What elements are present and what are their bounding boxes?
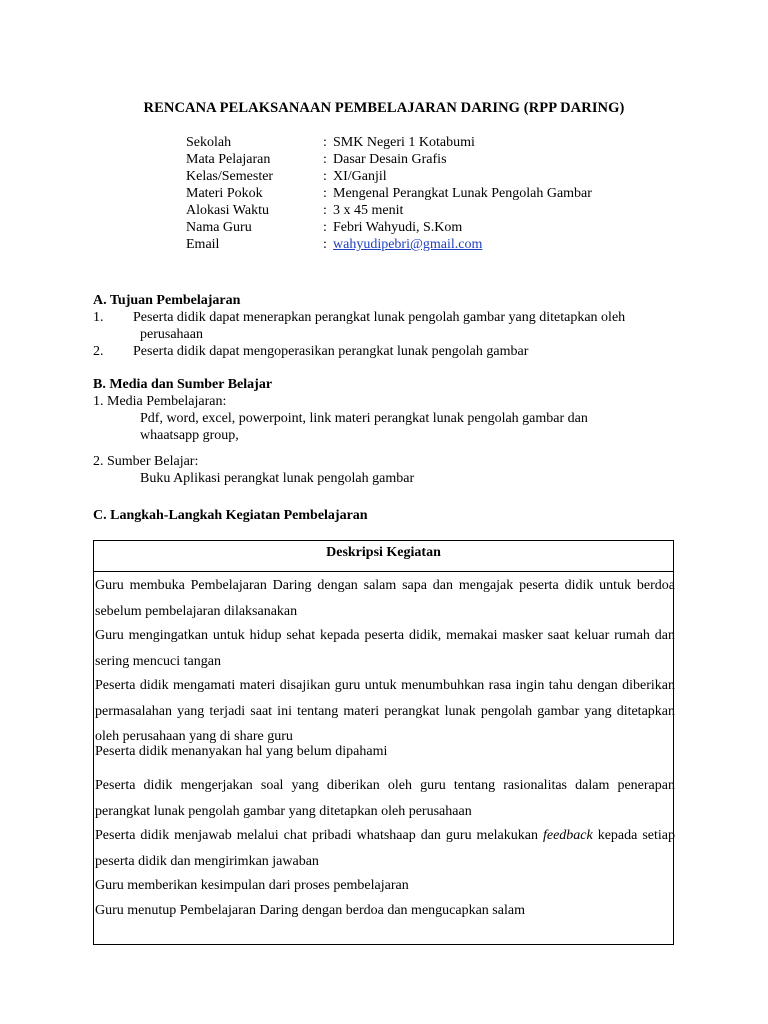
info-separator: : — [323, 135, 327, 150]
media-line2: whaatsapp group, — [140, 428, 239, 443]
row-text: Peserta didik menjawab melalui chat pribadi whatshaap dan guru melakukan — [95, 828, 543, 843]
table-row: Guru membuka Pembelajaran Daring dengan salam sapa dan mengajak peserta didik untuk berdoa sebelum pembelajaran dilaksanakan — [95, 578, 675, 619]
info-label: Alokasi Waktu — [186, 203, 269, 218]
info-value: SMK Negeri 1 Kotabumi — [333, 135, 475, 150]
table-header: Deskripsi Kegiatan — [94, 541, 673, 572]
info-label: Materi Pokok — [186, 186, 263, 201]
info-label: Email — [186, 237, 220, 252]
table-row: Guru menutup Pembelajaran Daring dengan berdoa dan mengucapkan salam — [95, 903, 525, 918]
objective-item-1-line2: perusahaan — [140, 327, 203, 342]
list-number: 1. — [93, 310, 104, 325]
info-separator: : — [323, 220, 327, 235]
section-b-heading: B. Media dan Sumber Belajar — [93, 377, 273, 392]
objective-item-2: Peserta didik dapat mengoperasikan perangkat lunak pengolah gambar — [133, 344, 529, 359]
section-c-heading: C. Langkah-Langkah Kegiatan Pembelajaran — [93, 508, 368, 523]
table-row: Peserta didik mengamati materi disajikan guru untuk menumbuhkan rasa ingin tahu dengan diberikan permasalahan yang terjadi saat ini tentang materi perangkat lunak pengolah gambar yang ditetapkan oleh perusahaan yang di share guru — [95, 678, 675, 744]
media-line1: Pdf, word, excel, powerpoint, link materi perangkat lunak pengolah gambar dan — [140, 411, 588, 426]
activity-table — [93, 540, 674, 945]
table-row: Peserta didik menanyakan hal yang belum dipahami — [95, 744, 388, 759]
info-label: Sekolah — [186, 135, 232, 150]
info-row-school — [186, 134, 592, 151]
info-value: Febri Wahyudi, S.Kom — [333, 220, 463, 235]
info-label: Mata Pelajaran — [186, 152, 271, 167]
info-value: XI/Ganjil — [333, 169, 387, 184]
email-link[interactable]: wahyudipebri@gmail.com — [333, 237, 483, 252]
info-row-subject — [186, 151, 592, 168]
list-number: 2. — [93, 344, 104, 359]
info-row-topic — [186, 185, 592, 202]
document-title: RENCANA PELAKSANAAN PEMBELAJARAN DARING (RPP DARING) — [143, 100, 625, 116]
source-line1: Buku Aplikasi perangkat lunak pengolah gambar — [140, 471, 415, 486]
row-text: kepada setiap peserta didik dan mengirimkan jawaban — [95, 828, 675, 869]
info-label: Nama Guru — [186, 220, 252, 235]
section-a-heading: A. Tujuan Pembelajaran — [93, 293, 241, 308]
table-row — [95, 823, 675, 874]
info-separator: : — [323, 186, 327, 201]
info-row-email — [186, 236, 592, 253]
info-value: 3 x 45 menit — [333, 203, 404, 218]
info-separator: : — [323, 237, 327, 252]
info-row-time — [186, 202, 592, 219]
info-value: Mengenal Perangkat Lunak Pengolah Gambar — [333, 186, 592, 201]
info-block — [186, 134, 592, 253]
objective-item-1-line1: Peserta didik dapat menerapkan perangkat lunak pengolah gambar yang ditetapkan oleh — [133, 310, 626, 325]
info-separator: : — [323, 152, 327, 167]
feedback-emphasis: feedback — [542, 828, 593, 843]
media-label: 1. Media Pembelajaran: — [93, 394, 227, 409]
table-row: Peserta didik mengerjakan soal yang diberikan oleh guru tentang rasionalitas dalam penerapan perangkat lunak pengolah gambar yang ditetapkan oleh perusahaan — [95, 778, 675, 819]
info-separator: : — [323, 203, 327, 218]
table-row: Guru mengingatkan untuk hidup sehat kepada peserta didik, memakai masker saat keluar rumah dan sering mencuci tangan — [95, 628, 675, 669]
info-row-teacher — [186, 219, 592, 236]
source-label: 2. Sumber Belajar: — [93, 454, 199, 469]
info-separator: : — [323, 169, 327, 184]
info-value: Dasar Desain Grafis — [333, 152, 447, 167]
info-row-class — [186, 168, 592, 185]
table-row: Guru memberikan kesimpulan dari proses pembelajaran — [95, 878, 409, 893]
info-label: Kelas/Semester — [186, 169, 274, 184]
